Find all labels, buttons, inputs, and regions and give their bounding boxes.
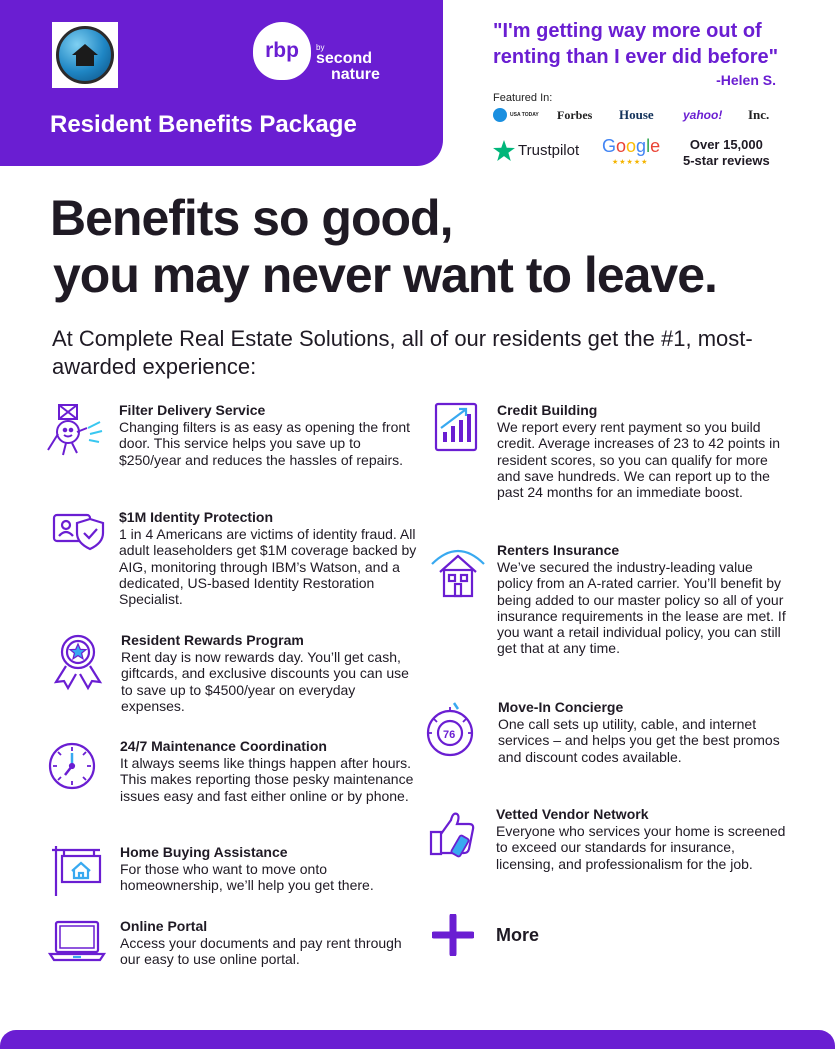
trustpilot-logo: Trustpilot xyxy=(493,140,579,161)
second-nature-logo: by second nature xyxy=(316,43,380,83)
review-count: Over 15,000 5-star reviews xyxy=(683,137,770,168)
benefit-description: 1 in 4 Americans are victims of identity fraud. All adult leaseholders get $1M coverage backed by AIG, monitoring through IBM’s Watson, and a dedicated, US-based Identity Restoration Specialist. xyxy=(119,526,417,608)
inc-logo: Inc. xyxy=(748,107,770,122)
benefit-description: It always seems like things happen after hours. This makes reporting those pesky maintenance issues easy and fast either online or by phone. xyxy=(120,755,414,804)
intro-text: At Complete Real Estate Solutions, all of our residents get the #1, most-awarded experience: xyxy=(52,326,753,379)
main-headline: Benefits so good, you may never want to leave. xyxy=(50,190,717,303)
laptop-icon xyxy=(48,918,108,978)
forbes-logo: Forbes xyxy=(557,107,593,122)
benefit-description: Changing filters is as easy as opening the front door. This service helps you save up to $250/year and reduces the hassles of repairs. xyxy=(119,419,411,468)
footer-bar xyxy=(0,1030,835,1049)
benefit-description: We report every rent payment so you build credit. Average increases of 23 to 42 points in resident scores, so you can qualify for more and save hundreds. We can report up to the past 24 months for an immediate boost. xyxy=(497,419,781,501)
usa-today-logo: USA TODAY xyxy=(493,108,557,122)
benefit-title: Online Portal xyxy=(120,918,208,934)
benefit-title: Home Buying Assistance xyxy=(120,844,288,860)
benefit-title: $1M Identity Protection xyxy=(119,509,274,525)
benefit-title: Credit Building xyxy=(497,402,598,418)
plus-icon xyxy=(432,914,474,956)
house-umbrella-icon xyxy=(430,542,490,602)
benefit-description: For those who want to move onto homeownership, we’ll help you get there. xyxy=(120,861,374,894)
usa-today-dot-icon xyxy=(493,108,507,122)
thermostat-icon xyxy=(424,699,484,759)
benefit-title: 24/7 Maintenance Coordination xyxy=(120,738,327,754)
benefit-description: Everyone who services your home is screened to exceed our standards for insurance, licensing, and professionalism for the job. xyxy=(496,823,786,872)
more-label: More xyxy=(496,924,540,945)
filter-delivery-icon xyxy=(44,402,104,462)
benefit-description: One call sets up utility, cable, and internet services – and helps you get the best promos and discount codes available. xyxy=(498,716,780,765)
benefit-description: Access your documents and pay rent through our easy to use online portal. xyxy=(120,935,402,968)
home-button[interactable] xyxy=(52,22,118,88)
press-logos xyxy=(493,107,769,123)
featured-in-label: Featured In: xyxy=(493,92,553,104)
home-sign-icon xyxy=(50,844,110,904)
home-icon xyxy=(56,26,114,84)
google-logo xyxy=(602,137,660,172)
house-logo: House xyxy=(619,107,654,122)
benefit-title: Resident Rewards Program xyxy=(121,632,304,648)
header-banner xyxy=(0,0,443,166)
rbp-logo: rbp xyxy=(253,22,311,80)
yahoo-logo: yahoo! xyxy=(683,108,723,122)
clock-icon xyxy=(46,738,106,798)
testimonial-author: -Helen S. xyxy=(716,72,776,88)
benefit-description: We’ve secured the industry-leading value policy from an A-rated carrier. You’ll benefit by being added to our master policy so all of your insurance requirements in the lease are met. If you want a retail individual policy, you can still get that at any time. xyxy=(497,559,786,657)
benefit-description: Rent day is now rewards day. You’ll get cash, giftcards, and exclusive discounts you can use to save up to $4500/year on everyday expenses. xyxy=(121,649,409,714)
google-stars-icon: ★★★★★ xyxy=(612,159,649,166)
identity-protection-icon xyxy=(50,509,110,569)
google-wordmark: Google xyxy=(602,136,661,156)
benefit-title: Vetted Vendor Network xyxy=(496,806,649,822)
thermostat-reading: 76 xyxy=(443,729,456,741)
more-benefits-link[interactable] xyxy=(432,914,539,956)
credit-chart-icon xyxy=(433,402,493,462)
benefit-title: Move-In Concierge xyxy=(498,699,624,715)
thumbs-up-icon xyxy=(425,806,485,866)
rewards-badge-icon xyxy=(50,632,110,692)
benefit-title: Filter Delivery Service xyxy=(119,402,266,418)
program-title: Resident Benefits Package xyxy=(50,111,357,138)
testimonial-quote: "I'm getting way more out of renting than I ever did before" xyxy=(493,20,779,68)
benefit-title: Renters Insurance xyxy=(497,542,620,558)
trustpilot-star-icon xyxy=(493,140,515,161)
